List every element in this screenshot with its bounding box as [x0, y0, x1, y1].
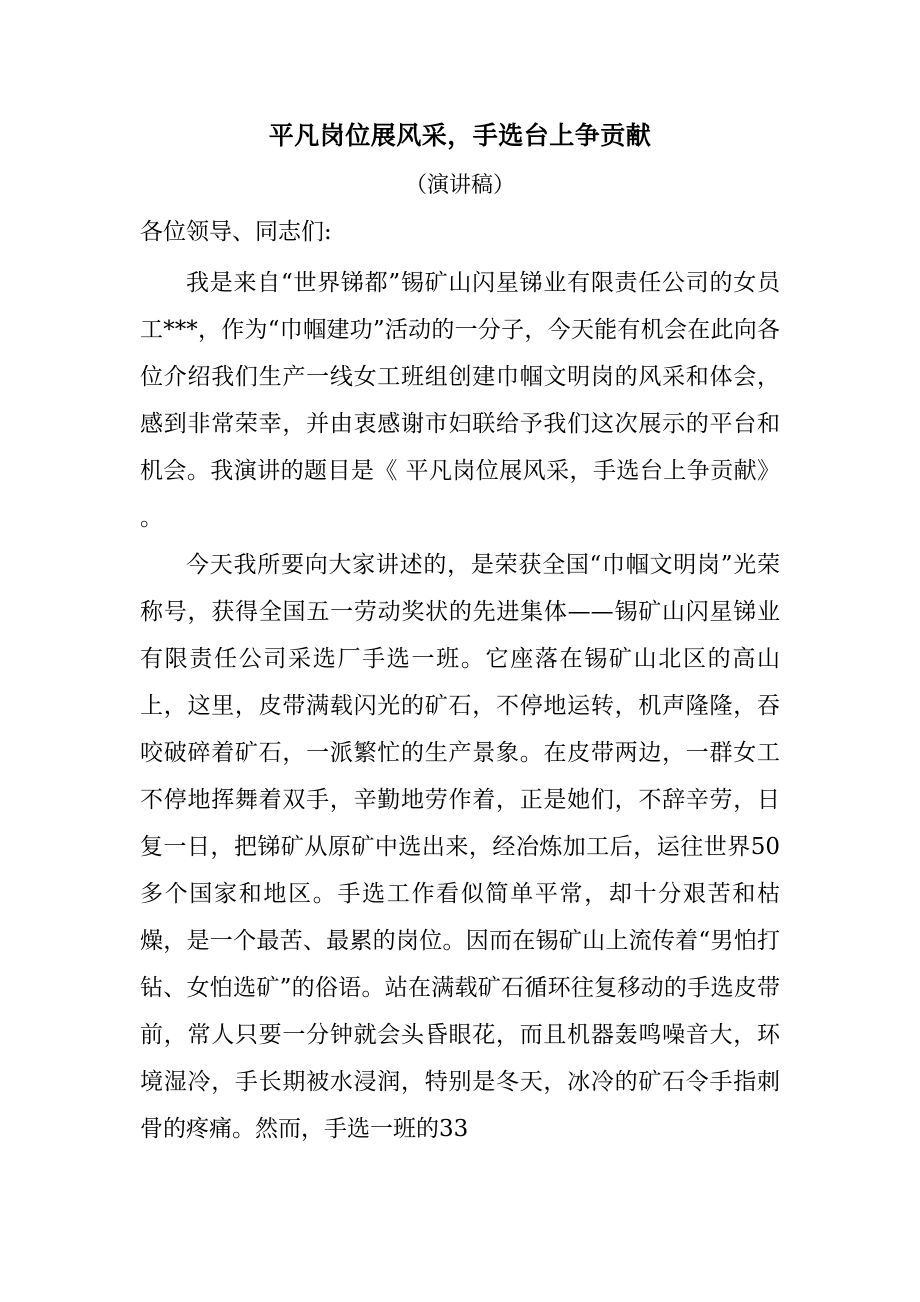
- document-title: 平凡岗位展风采，手选台上争贡献: [268, 121, 652, 150]
- document-subtitle: （演讲稿）: [404, 173, 515, 198]
- paragraph-introduction: 我是来自“世界锑都”锡矿山闪星锑业有限责任公司的女员工***，作为“巾帼建功”活动的一分子，今天能有机会在此向各位介绍我们生产一线女工班组创建巾帼文明岗的风采和体会，感到非常荣幸，并由衷感谢市妇联给予我们这次展示的平台和机会。我演讲的题目是《 平凡岗位展风采，手选台上争贡献》 。: [140, 270, 780, 531]
- salutation: 各位领导、同志们:: [140, 219, 332, 245]
- paragraph-team-description: 今天我所要向大家讲述的，是荣获全国“巾帼文明岗”光荣称号，获得全国五一劳动奖状的先进集体——锡矿山闪星锑业有限责任公司采选厂手选一班。它座落在锡矿山北区的高山上，这里，皮带满载闪光的矿石，不停地运转，机声隆隆，吞咬破碎着矿石，一派繁忙的生产景象。在皮带两边，一群女工不停地挥舞着双手，辛勤地劳作着，正是她们，不辞辛劳，日复一日，把锑矿从原矿中选出来，经冶炼加工后，运往世界50多个国家和地区。手选工作看似简单平常，却十分艰苦和枯燥，是一个最苦、最累的岗位。因而在锡矿山上流传着“男怕打钻、女怕选矿”的俗语。站在满载矿石循环往复移动的手选皮带前，常人只要一分钟就会头昏眼花，而且机器轰鸣噪音大，环境湿冷，手长期被水浸润，特别是冬天，冰冷的矿石令手指刺骨的疼痛。然而，手选一班的33: [140, 552, 780, 1142]
- speech-body: [140, 260, 780, 1153]
